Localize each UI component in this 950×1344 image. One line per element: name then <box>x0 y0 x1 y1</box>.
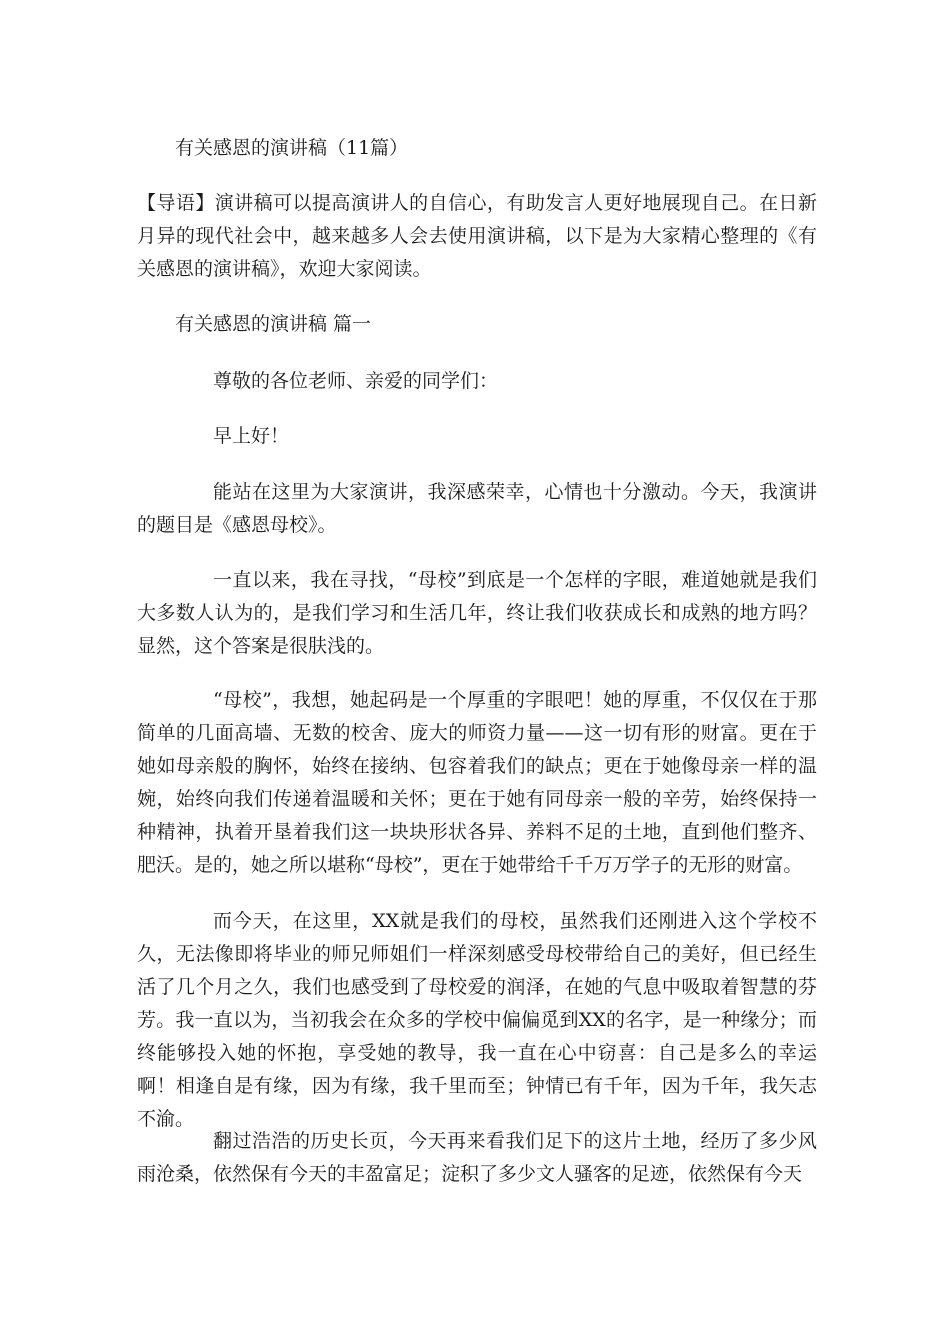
paragraph-text: 翻过浩浩的历史长页，今天再来看我们足下的这片土地，经历了多少风雨沧桑，依然保有今天的丰盈富足；淀积了多少文人骚客的足迹，依然保有今天 <box>137 1130 817 1185</box>
greeting: 早上好！ <box>213 425 290 447</box>
paragraph-text: 一直以来，我在寻找，“母校”到底是一个怎样的字眼，难道她就是我们大多数人认为的，是我们学习和生活几年，终让我们收获成长和成熟的地方吗？显然，这个答案是很肤浅的。 <box>137 569 817 657</box>
body-paragraph <box>137 684 817 882</box>
paragraph-text: 能站在这里为大家演讲，我深感荣幸，心情也十分激动。今天，我演讲的题目是《感恩母校》。 <box>137 481 817 536</box>
salutation: 尊敬的各位老师、亲爱的同学们： <box>213 370 499 392</box>
document-title: 有关感恩的演讲稿（11篇） <box>175 137 409 159</box>
body-paragraph <box>137 564 817 663</box>
paragraph-text: “母校”，我想，她起码是一个厚重的字眼吧！她的厚重，不仅仅在于那简单的几面高墙、无数的校舍、庞大的师资力量——这一切有形的财富。更在于她如母亲般的胸怀，始终在接纳、包容着我们的缺点；更在于她像母亲一样的温婉，始终向我们传递着温暖和关怀；更在于她有同母亲一般的辛劳，始终保持一种精神，执着开垦着我们这一块块形状各异、养料不足的土地，直到他们整齐、肥沃。是的，她之所以堪称“母校”，更在于她带给千千万万学子的无形的财富。 <box>137 689 817 876</box>
intro-paragraph <box>137 187 817 286</box>
paragraph-text: 而今天，在这里，XX就是我们的母校，虽然我们还刚进入这个学校不久，无法像即将毕业的师兄师姐们一样深刻感受母校带给自己的美好，但已经生活了几个月之久，我们也感受到了母校爱的润泽，在她的气息中吸取着智慧的芬芳。我一直以为，当初我会在众多的学校中偏偏觅到XX的名字，是一种缘分；而终能够投入她的怀抱，享受她的教导，我一直在心中窃喜：自己是多么的幸运啊！相逢自是有缘，因为有缘，我千里而至；钟情已有千年，因为千年，我矢志不渝。 <box>137 910 817 1130</box>
section-heading: 有关感恩的演讲稿 篇一 <box>175 313 372 335</box>
body-paragraph <box>137 1125 817 1191</box>
body-paragraph <box>137 476 817 542</box>
intro-text: 【导语】演讲稿可以提高演讲人的自信心，有助发言人更好地展现自己。在日新月异的现代社会中，越来越多人会去使用演讲稿，以下是为大家精心整理的《有关感恩的演讲稿》，欢迎大家阅读。 <box>137 192 817 280</box>
body-paragraph <box>137 905 817 1136</box>
